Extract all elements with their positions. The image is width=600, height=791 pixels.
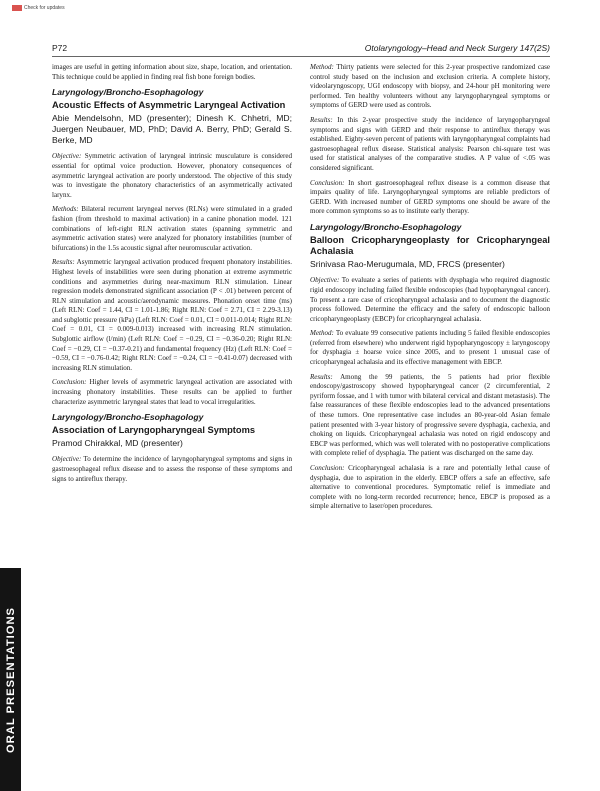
crossmark-logo[interactable] <box>12 5 65 11</box>
sidebar-label: ORAL PRESENTATIONS <box>4 606 17 753</box>
section-sidebar-tab <box>0 568 21 791</box>
results-paragraph <box>310 116 550 174</box>
results-text: In this 2-year prospective study the incidence of laryngopharyngeal symptoms and signs with GERD and their response to antireflux therapy was established. Eighty-seven percent of patients with laryngopharyngeal complaints had gastroesophageal reflux disease. Statistical analysis: Pearson chi-square test was used for statistical analyses of the comparative studies. A P value of <.05 was considered significant. <box>310 115 550 172</box>
method-text: To evaluate 99 consecutive patients including 5 failed flexible endoscopies (referred from elsewhere) who underwent rigid hypopharyngoscopy ± laryngoscopy for dysphagia ± hoarse voice since 2005, and to present 1 unusual case of cricopharyngeal achalasia and its effective management with EBCP. <box>310 329 550 367</box>
abstract-authors: Srinivasa Rao-Merugumala, MD, FRCS (presenter) <box>310 259 505 270</box>
method-paragraph <box>310 63 550 111</box>
left-column <box>52 63 292 489</box>
objective-label: Objective: <box>52 455 82 464</box>
method-text: Thirty patients were selected for this 2-year prospective randomized case control study based on the inclusion and exclusion criteria. A complete history, videolaryngoscopy, UGI endoscopy with biopsy, and 24-hour pH monitoring were performed. Ten healthy volunteers without any laryngopharyngeal symptoms or symptoms of GERD were used as controls. <box>310 63 550 110</box>
conclusion-label: Conclusion: <box>310 178 345 187</box>
method-label: Method: <box>310 329 334 338</box>
objective-label: Objective: <box>52 152 82 161</box>
results-label: Results: <box>52 258 75 267</box>
results-paragraph <box>52 258 292 373</box>
abstract-authors: Abie Mendelsohn, MD (presenter); Dinesh K. Chhetri, MD; Juergen Neubauer, MD, PhD; David A. Berry, PhD; Gerald S. Berke, MD <box>52 113 292 146</box>
conclusion-text: In short gastroesophageal reflux disease is a common disease that impairs quality of life. Laryngopharyngeal symptoms are reliable predictors of GERD. With increased number of GERD symptoms one should be aware of the more common symptoms so as to institute early therapy. <box>310 178 550 216</box>
objective-paragraph <box>52 455 292 484</box>
methods-label: Methods: <box>52 205 79 214</box>
crossmark-label: Check for updates <box>24 5 65 11</box>
journal-citation: Otolaryngology–Head and Neck Surgery 147(2S) <box>364 43 550 53</box>
results-label: Results: <box>310 372 333 381</box>
abstract-title: Balloon Cricopharyngeoplasty for Cricopharyngeal Achalasia <box>310 234 550 257</box>
page-number: P72 <box>52 43 68 53</box>
results-text: Asymmetric laryngeal activation produced frequent phonatory instabilities. Highest levels of instabilities were seen during phonation at extreme asymmetric conditions and asymmetries during near-maximum RLN stimulation. Linear regression models demonstrated significant association (P < .01) between percent of RLN stimulation and acoustic/aerodynamic measures. Phonation onset time (ms) (Left RLN: Coef = 1.44, CI = 1.01-1.86; Right RLN: Coef = 2.71, CI = 2.29-3.13) and subglottic pressure (kPa) (Left RLN: Coef = 0.01, CI = 0.011-0.014; Right RLN: Coef = 0.01, CI = 0.009-0.013) increased with increasing RLN stimulation. Subglottic airflow (l/min) (Left RLN: Coef = −0.29, CI = −0.36-0.20; Right RLN: Coef = −0.29, CI = −0.37-0.21) and fundamental frequency (Hz) (Left RLN: Coef = −0.59, CI = −0.76-0.42; Right RLN: Coef = −0.24, CI = −0.41-0.07) decreased with increasing RLN stimulation. <box>52 258 293 372</box>
abstract-title: Acoustic Effects of Asymmetric Laryngeal Activation <box>52 100 286 111</box>
intro-paragraph: images are useful in getting information about size, shape, location, and orientation. This technique could be applied in finding real fish bone foreign bodies. <box>52 63 292 81</box>
conclusion-paragraph <box>52 378 292 407</box>
objective-paragraph <box>52 152 292 200</box>
methods-paragraph <box>52 205 292 253</box>
methods-text: Bilateral recurrent laryngeal nerves (RLNs) were stimulated in a graded fashion (from threshold to maximal activation) in a canine phonation model. 121 combinations of left-right RLN activation states (spanning symmetric and asymmetric activation states) were analyzed for phonatory instabilities (number of bifurcations) in the 1.5s acoustic signal after neuromuscular activation. <box>52 205 292 252</box>
method-label: Method: <box>310 63 334 71</box>
conclusion-paragraph <box>310 464 550 512</box>
objective-text: To evaluate a series of patients with dysphagia who required diagnostic rigid endoscopy including failed flexible endoscopies (had hypopharyngeal cancer). To present a rare case of cricopharyngeal achalasia and to document the diagnostic process followed. Determine the efficacy and the safety of endoscopic balloon cricopharyngeoplasty (EBCP) for cricopharyngeal achalasia. <box>310 276 550 323</box>
abstract-authors: Pramod Chirakkal, MD (presenter) <box>52 438 183 449</box>
results-paragraph <box>310 373 550 459</box>
conclusion-label: Conclusion: <box>52 378 87 387</box>
objective-text: To determine the incidence of laryngopharyngeal symptoms and signs in gastroesophageal reflux disease and to assess the response of these symptoms and signs to antireflux therapy. <box>52 455 292 483</box>
header-rule <box>52 56 550 57</box>
section-heading: Laryngology/Broncho-Esophagology <box>52 412 204 423</box>
results-label: Results: <box>310 115 333 124</box>
right-column <box>310 63 550 517</box>
objective-paragraph <box>310 276 550 324</box>
conclusion-text: Higher levels of asymmetric laryngeal activation are associated with increasing phonatory instabilities. These results can be applied to further characterize asymmetric laryngeal states that lead to vocal irregularities. <box>52 378 292 406</box>
section-heading: Laryngology/Broncho-Esophagology <box>52 87 204 98</box>
abstract-title: Association of Laryngopharyngeal Symptoms <box>52 425 256 436</box>
conclusion-paragraph <box>310 179 550 217</box>
section-heading: Laryngology/Broncho-Esophagology <box>310 221 462 232</box>
results-text: Among the 99 patients, the 5 patients had prior flexible endoscopy/gastroscopy showed hypopharyngeal cancer (2 circumferential, 2 pyriform fossae, and 1 with tumor with bilateral cervical and distant metastasis). The false reassurances of these flexible endoscopies lead to the advanced presentations of these tumors. One representative case includes an 80-year-old Asian female patient presented with 3-year history of progressive severe dysphagia, cachexia, and choking on liquids. Cricopharyngeal achalasia was noted on rigid endoscopy and EBCP was performed, which was well tolerated with no postoperative complications with complete relief of dysphagia. The patient was discharged on the same day. <box>310 372 550 458</box>
conclusion-text: Cricopharyngeal achalasia is a rare and potentially lethal cause of dysphagia, due to aspiration in the elderly. EBCP offers a safe an effective, safe alternative to conventional procedures. Symptomatic relief is immediate and complete with no long-term recorded recurrence; hence, EBCP is proposed as a simple alternative to laser/open procedures. <box>310 464 550 511</box>
objective-text: Symmetric activation of laryngeal intrinsic musculature is considered essential for optimal voice production. However, phonatory consequences of asymmetric laryngeal activation are poorly understood. The objective of this study was to investigate the phonatory characteristics of an asymmetrically activated larynx. <box>52 152 292 199</box>
crossmark-icon <box>12 5 22 11</box>
method-paragraph <box>310 329 550 367</box>
conclusion-label: Conclusion: <box>310 464 345 472</box>
objective-label: Objective: <box>310 276 340 285</box>
